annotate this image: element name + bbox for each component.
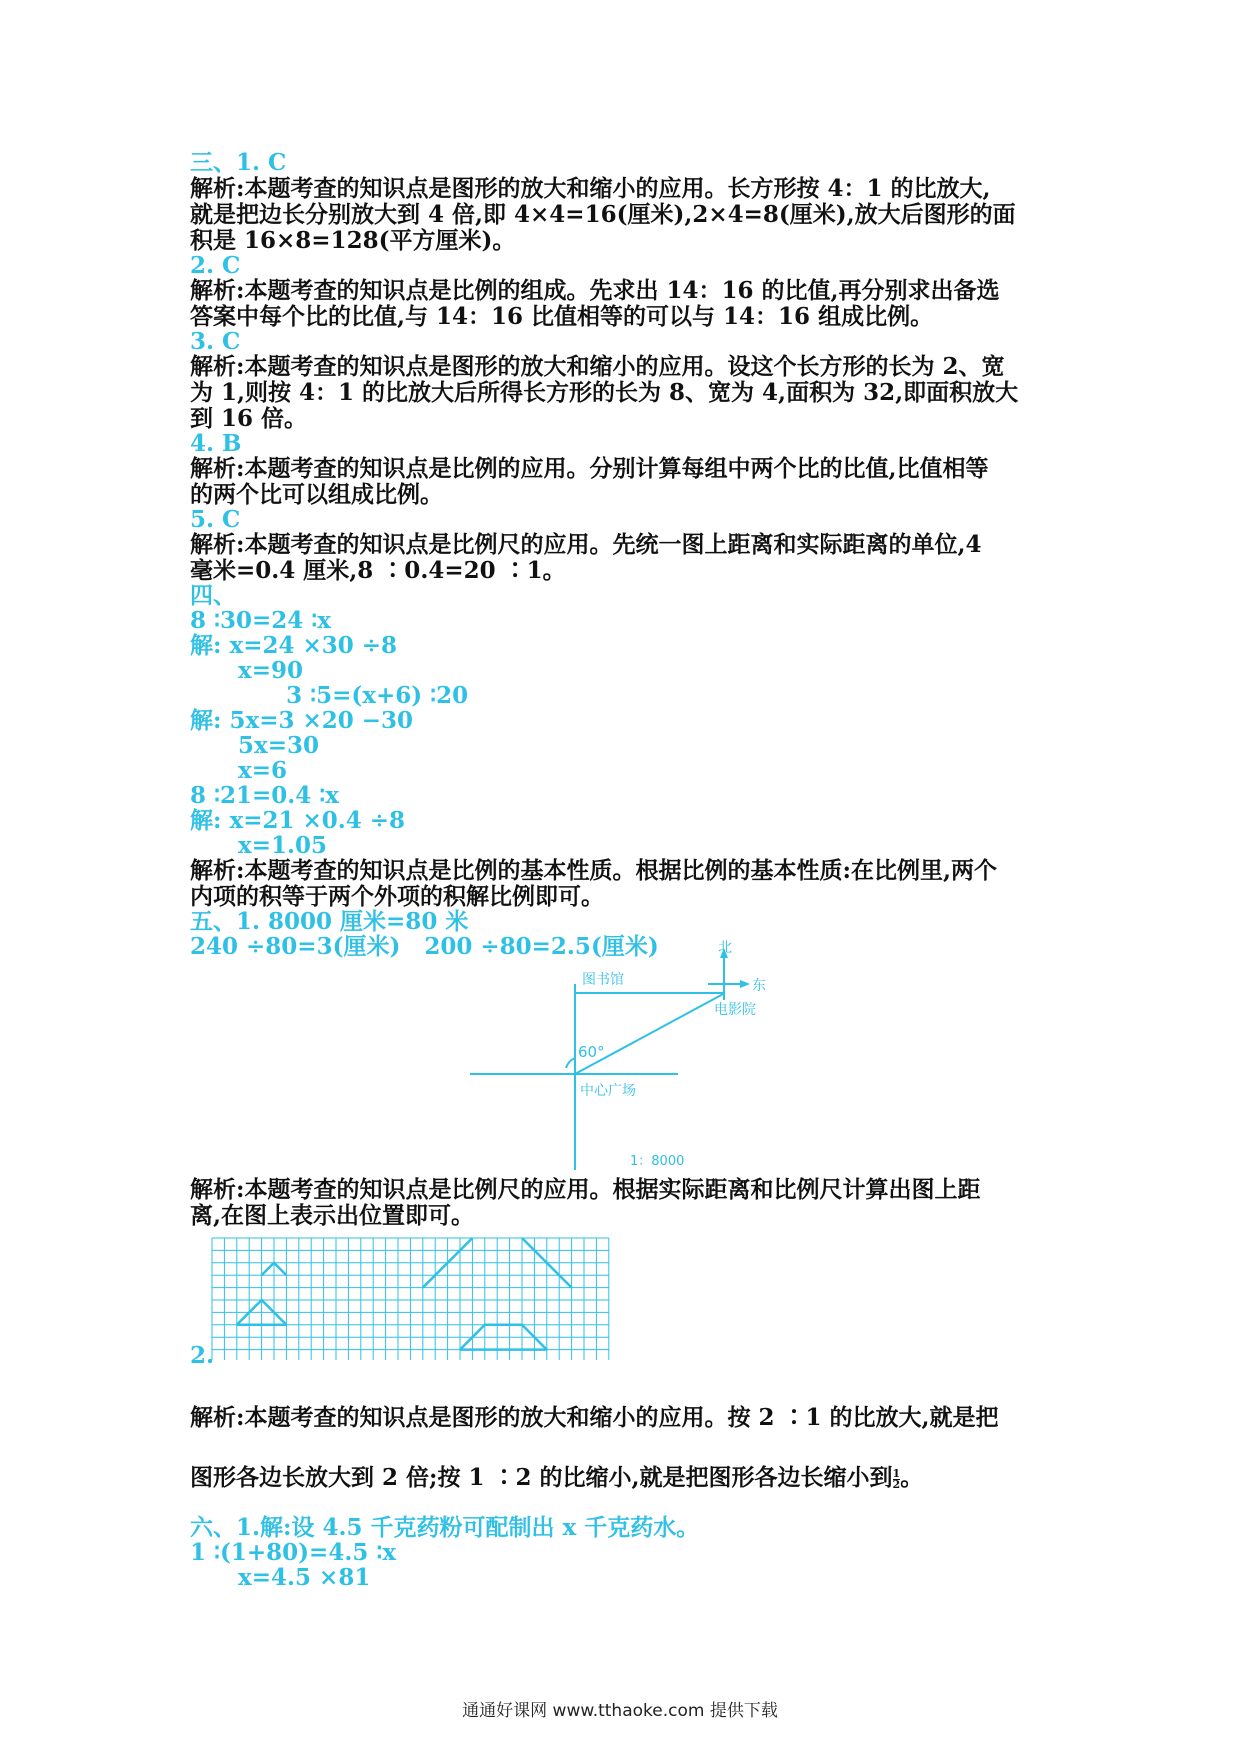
- text-line: 解: 5x=3 ×20 −30: [190, 707, 414, 734]
- text-line: 解析:本题考查的知识点是图形的放大和缩小的应用。设这个长方形的长为 2、宽: [190, 353, 1005, 380]
- text-line: 1 ∶(1+80)=4.5 ∶x: [190, 1539, 397, 1566]
- scale-label: 1：8000: [630, 1154, 685, 1169]
- text-line: 解: x=21 ×0.4 ÷8: [190, 807, 406, 834]
- text-line: 2. C: [190, 252, 241, 279]
- shape-grid: [210, 1236, 618, 1360]
- text-line: 就是把边长分别放大到 4 倍,即 4×4=16(厘米),2×4=8(厘米),放大后图形的面: [190, 201, 1016, 228]
- angle-label: 60°: [578, 1043, 605, 1061]
- shrink-end: 。: [900, 1464, 924, 1491]
- text-line: 到 16 倍。: [190, 405, 308, 432]
- text-line: 答案中每个比的比值,与 14：16 比值相等的可以与 14：16 组成比例。: [190, 303, 934, 330]
- text-line: x=1.05: [190, 832, 328, 859]
- text-line: 五、1. 8000 厘米=80 米: [190, 908, 469, 935]
- text-line: 8 ∶21=0.4 ∶x: [190, 782, 339, 809]
- library-label: 图书馆: [582, 972, 624, 988]
- item-two-label: 2.: [190, 1342, 215, 1369]
- fraction-den: 2: [892, 1477, 901, 1491]
- shrink-text: 图形各边长放大到 2 倍;按 1 ∶2 的比缩小,就是把图形各边长缩小到: [190, 1464, 893, 1491]
- text-line: 解析:本题考查的知识点是比例的应用。分别计算每组中两个比的比值,比值相等: [190, 455, 989, 482]
- text-line: x=6: [190, 757, 288, 784]
- text-line: 4. B: [190, 430, 242, 457]
- text-line: 3 ∶5=(x+6) ∶20: [190, 682, 469, 709]
- text-line: 三、1. C: [190, 149, 287, 176]
- center-label: 中心广场: [580, 1083, 636, 1099]
- text-line: 为 1,则按 4：1 的比放大后所得长方形的长为 8、宽为 4,面积为 32,即面积放大: [190, 379, 1019, 406]
- text-line: 的两个比可以组成比例。: [190, 481, 443, 508]
- text-line: 四、: [190, 582, 236, 609]
- text-line: 解: x=24 ×30 ÷8: [190, 632, 398, 659]
- north-label: 北: [718, 940, 732, 956]
- text-line: 离,在图上表示出位置即可。: [190, 1202, 475, 1229]
- east-label: 东: [752, 978, 766, 994]
- text-line: x=90: [190, 657, 304, 684]
- text-line: 毫米=0.4 厘米,8 ∶0.4=20 ∶1。: [190, 557, 566, 584]
- text-line: 内项的积等于两个外项的积解比例即可。: [190, 883, 604, 910]
- text-line: x=4.5 ×81: [190, 1564, 371, 1591]
- text-line: 解析:本题考查的知识点是比例尺的应用。根据实际距离和比例尺计算出图上距: [190, 1176, 981, 1203]
- east-arrow-head: [740, 980, 750, 988]
- text-line: 解析:本题考查的知识点是比例的基本性质。根据比例的基本性质:在比例里,两个: [190, 857, 997, 884]
- text-line: 解析:本题考查的知识点是图形的放大和缩小的应用。长方形按 4：1 的比放大,: [190, 175, 991, 202]
- text-line: 解析:本题考查的知识点是比例尺的应用。先统一图上距离和实际距离的单位,4: [190, 531, 982, 558]
- footer: 通通好课网 www.tthaoke.com 提供下载: [462, 1701, 778, 1721]
- text-line: 六、1.解:设 4.5 千克药粉可配制出 x 千克药水。: [190, 1514, 700, 1541]
- text-line: 240 ÷80=3(厘米) 200 ÷80=2.5(厘米): [190, 933, 659, 960]
- text-line: 积是 16×8=128(平方厘米)。: [190, 227, 516, 254]
- shrink-explanation: [190, 1465, 923, 1491]
- fraction-num: 1: [892, 1466, 901, 1480]
- text-line: 解析:本题考查的知识点是图形的放大和缩小的应用。按 2 ∶1 的比放大,就是把: [190, 1404, 999, 1431]
- cinema-label: 电影院: [714, 1002, 756, 1018]
- text-line: 3. C: [190, 328, 241, 355]
- text-line: 5. C: [190, 506, 241, 533]
- text-line: 8 ∶30=24 ∶x: [190, 607, 331, 634]
- location-map: [470, 940, 790, 1170]
- cinema-line: [575, 993, 725, 1074]
- text-line: 5x=30: [190, 732, 320, 759]
- text-line: 解析:本题考查的知识点是比例的组成。先求出 14：16 的比值,再分别求出备选: [190, 277, 1000, 304]
- angle-arc: [566, 1058, 575, 1068]
